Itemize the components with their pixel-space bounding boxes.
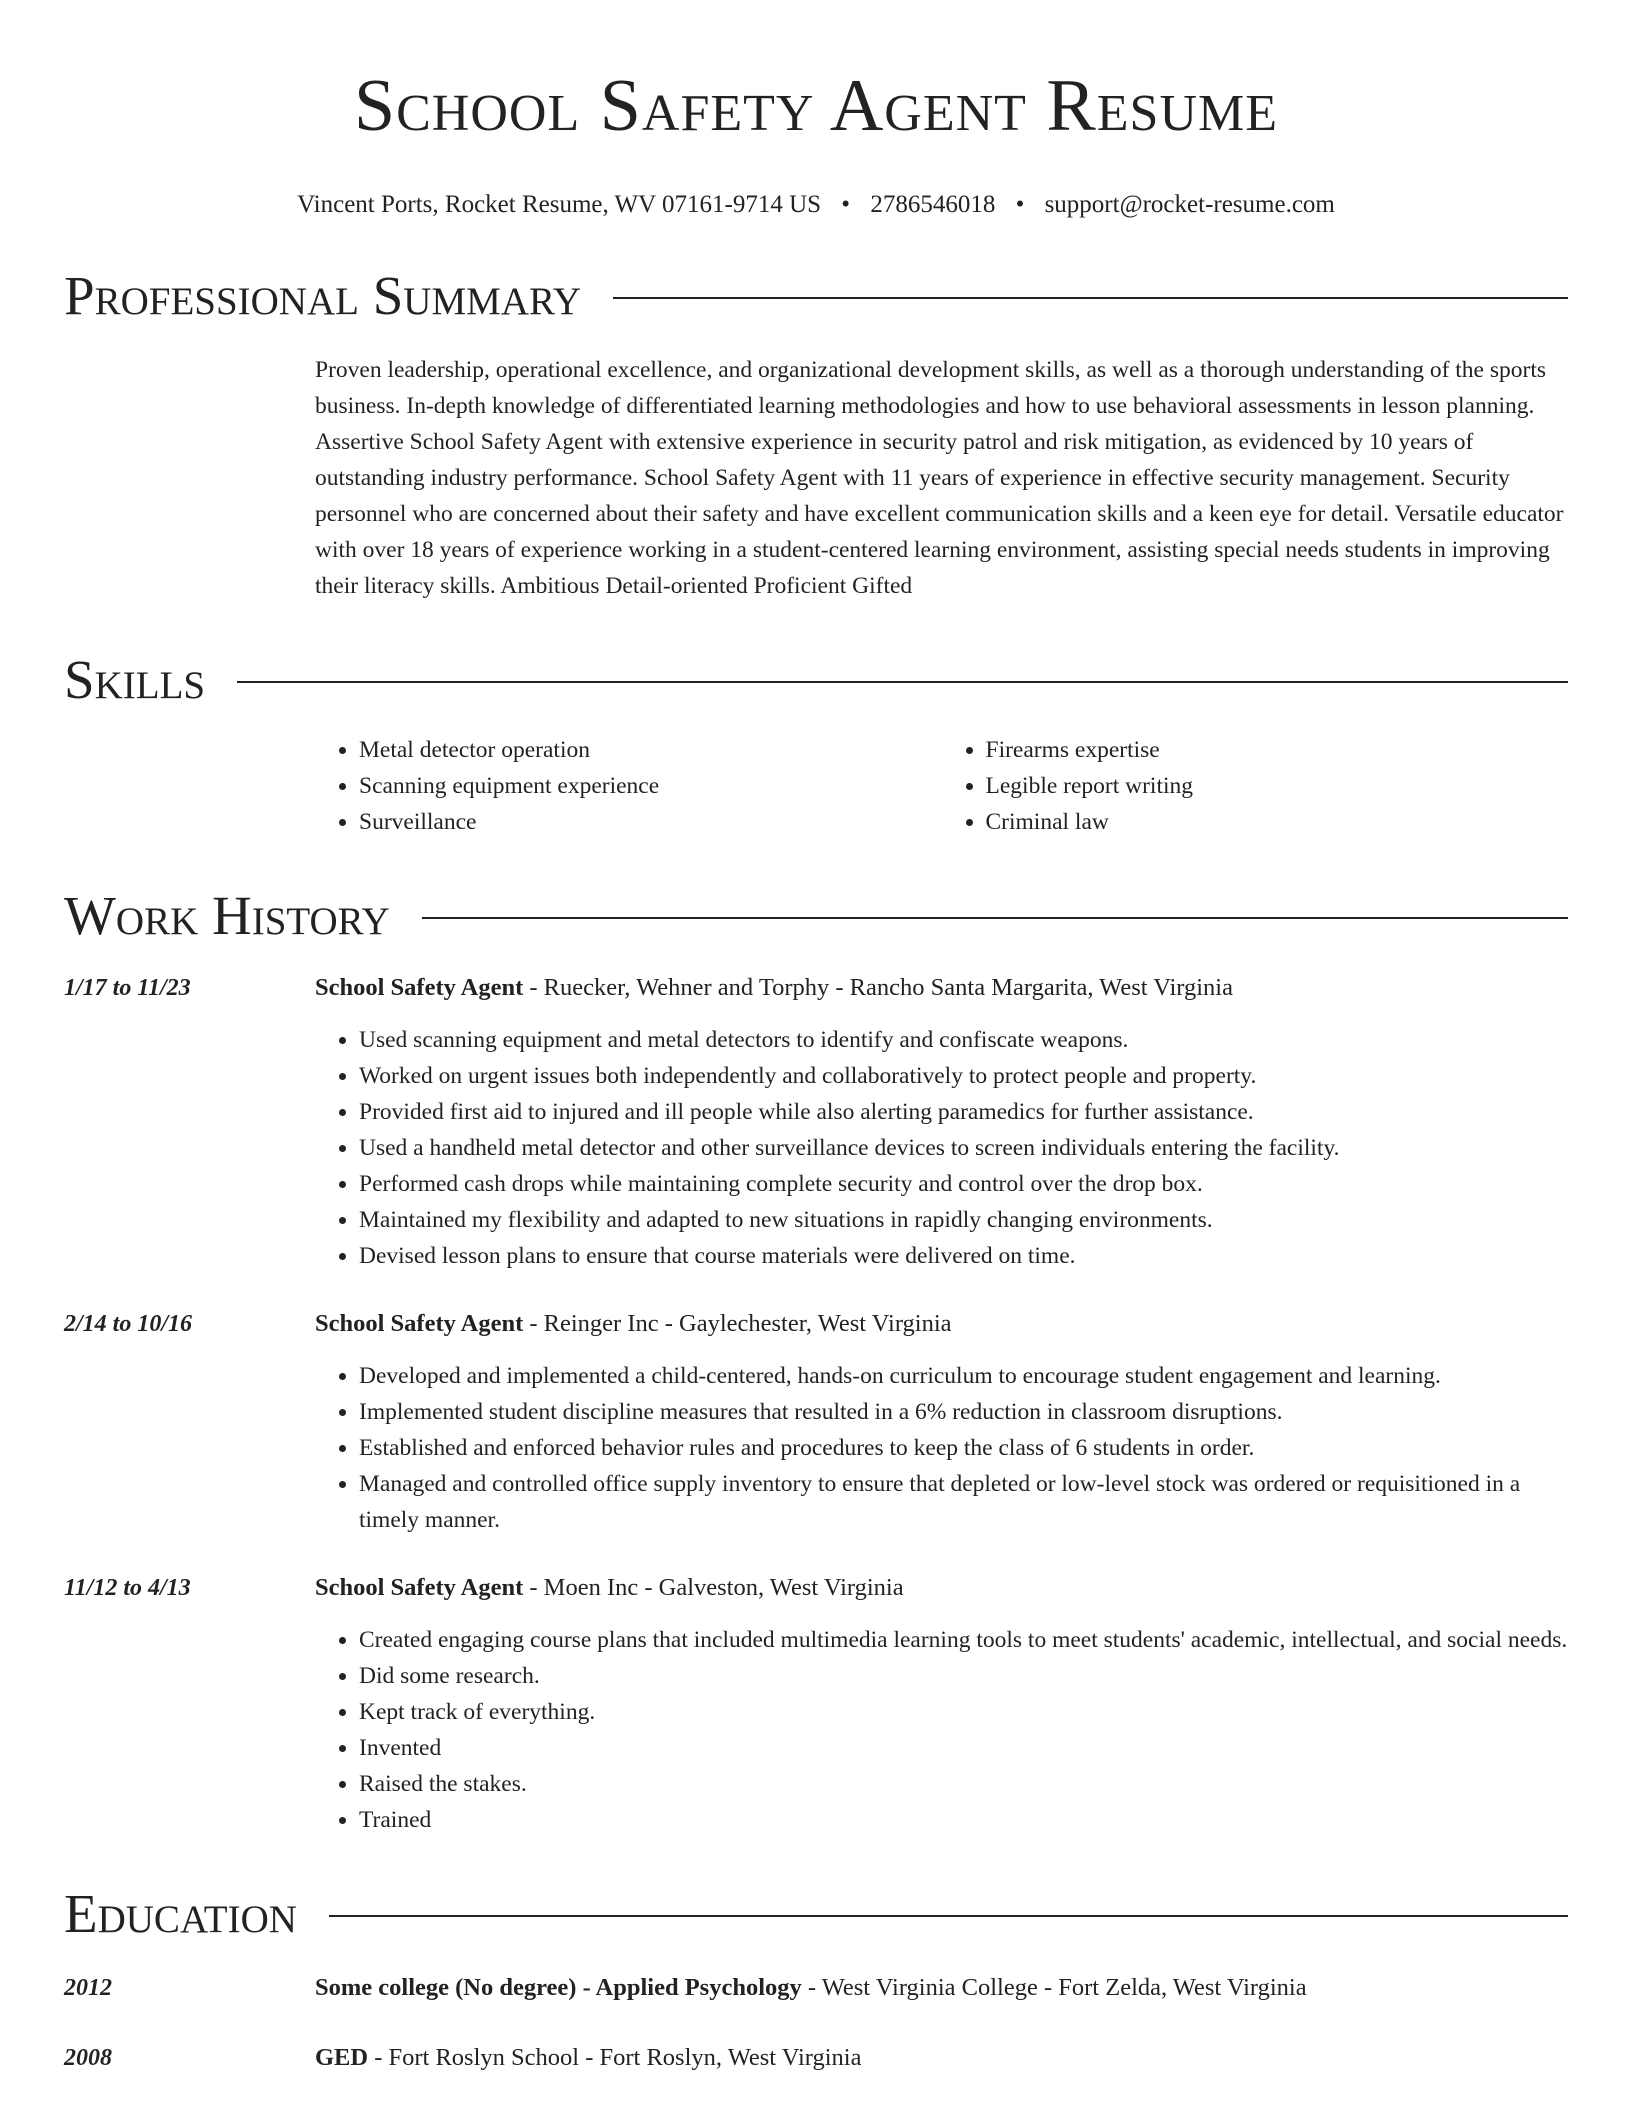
section-header-work (64, 884, 1568, 948)
section-title-education: Education (64, 1883, 297, 1944)
section-rule (422, 917, 1568, 919)
job-bullet: • Trained (359, 1802, 1568, 1838)
job-bullet: • Worked on urgent issues both independently and collaboratively to protect people and property. (359, 1058, 1568, 1094)
contact-separator: • (1015, 191, 1025, 218)
job-dates: 2/14 to 10/16 (64, 1311, 193, 1337)
job-bullet: • Maintained my flexibility and adapted to new situations in rapidly changing environments. (359, 1202, 1568, 1238)
section-rule (613, 297, 1568, 299)
job-bullet: • Established and enforced behavior rules and procedures to keep the class of 6 students in order. (359, 1430, 1568, 1466)
section-rule (329, 1915, 1568, 1917)
job-bullet: • Developed and implemented a child-centered, hands-on curriculum to encourage student engagement and learning. (359, 1358, 1568, 1394)
section-title-work: Work History (64, 885, 390, 946)
job-bullet: • Used a handheld metal detector and other surveillance devices to screen individuals entering the facility. (359, 1130, 1568, 1166)
education-degree: GED (315, 2044, 369, 2071)
job-bullets (315, 1358, 1568, 1538)
job-bullet: • Provided first aid to injured and ill people while also alerting paramedics for further assistance. (359, 1094, 1568, 1130)
job-bullet: • Used scanning equipment and metal detectors to identify and confiscate weapons. (359, 1022, 1568, 1058)
job-bullet: • Devised lesson plans to ensure that course materials were delivered on time. (359, 1238, 1568, 1274)
job-bullet: • Created engaging course plans that included multimedia learning tools to meet students' academic, intellectual, and social needs. (359, 1622, 1568, 1658)
job-bullet: • Kept track of everything. (359, 1694, 1568, 1730)
job-bullet: • Invented (359, 1730, 1568, 1766)
skills-column-right (942, 732, 1569, 840)
job-bullet: • Raised the stakes. (359, 1766, 1568, 1802)
job-dates: 1/17 to 11/23 (64, 975, 191, 1001)
job-entry (64, 1306, 1568, 1538)
education-school: - West Virginia College - Fort Zelda, West Virginia (801, 1974, 1307, 2001)
section-header-education (64, 1882, 1568, 1946)
summary-text: Proven leadership, operational excellence, and organizational development skills, as well as a thorough understanding of the sports business. In-depth knowledge of differentiated learning methodologies and how to use behavioral assessments in lesson planning. Assertive School Safety Agent with extensive experience in security patrol and risk mitigation, as evidenced by 10 years of outstanding industry performance. School Safety Agent with 11 years of experience in effective security management. Security personnel who are concerned about their safety and have excellent communication skills and a keen eye for detail. Versatile educator with over 18 years of experience working in a student-centered learning environment, assisting special needs students in improving their literacy skills. Ambitious Detail-oriented Proficient Gifted (315, 357, 1564, 599)
job-title: School Safety Agent (315, 974, 524, 1001)
job-employer: - Reinger Inc - Gaylechester, West Virginia (523, 1310, 952, 1337)
contact-address: Vincent Ports, Rocket Resume, WV 07161-9714 US (297, 191, 822, 218)
contact-line (64, 190, 1568, 220)
skills-list (315, 732, 1568, 840)
education-heading (315, 1970, 1307, 2006)
education-degree: Some college (No degree) - Applied Psychology (315, 1974, 802, 2001)
education-year: 2008 (64, 2045, 112, 2071)
skill-item: • Firearms expertise (986, 732, 1569, 768)
skill-item: • Scanning equipment experience (359, 768, 942, 804)
job-bullet: • Did some research. (359, 1658, 1568, 1694)
job-heading (315, 1570, 1568, 1606)
education-school: - Fort Roslyn School - Fort Roslyn, West Virginia (368, 2044, 862, 2071)
job-title: School Safety Agent (315, 1310, 524, 1337)
resume-title: School Safety Agent Resume (353, 65, 1279, 147)
education-year: 2012 (64, 1975, 112, 2001)
skill-item: • Metal detector operation (359, 732, 942, 768)
job-bullet: • Implemented student discipline measures that resulted in a 6% reduction in classroom disruptions. (359, 1394, 1568, 1430)
job-employer: - Ruecker, Wehner and Torphy - Rancho Santa Margarita, West Virginia (523, 974, 1233, 1001)
section-rule (237, 681, 1568, 683)
job-bullet: • Performed cash drops while maintaining complete security and control over the drop box. (359, 1166, 1568, 1202)
job-bullets (315, 1022, 1568, 1274)
education-entry (64, 1970, 1568, 2006)
education-heading (315, 2040, 862, 2076)
section-header-summary (64, 264, 1568, 328)
section-title-summary: Professional Summary (64, 265, 582, 326)
contact-email: support@rocket-resume.com (1044, 191, 1335, 218)
section-header-skills (64, 648, 1568, 712)
skills-column-left (315, 732, 942, 840)
contact-phone: 2786546018 (870, 191, 996, 218)
job-dates: 11/12 to 4/13 (64, 1575, 191, 1601)
education-entry (64, 2040, 1568, 2076)
contact-separator: • (841, 191, 851, 218)
section-title-skills: Skills (64, 649, 206, 710)
job-employer: - Moen Inc - Galveston, West Virginia (523, 1574, 904, 1601)
job-entry (64, 1570, 1568, 1838)
job-entry (64, 970, 1568, 1274)
job-bullet: • Managed and controlled office supply inventory to ensure that depleted or low-level stock was ordered or requisitioned in a timely manner. (359, 1466, 1568, 1538)
job-title: School Safety Agent (315, 1574, 524, 1601)
job-heading (315, 1306, 1568, 1342)
skill-item: • Criminal law (986, 804, 1569, 840)
job-heading (315, 970, 1568, 1006)
skill-item: • Surveillance (359, 804, 942, 840)
resume-page (64, 0, 1568, 2076)
job-bullets (315, 1622, 1568, 1838)
skill-item: • Legible report writing (986, 768, 1569, 804)
